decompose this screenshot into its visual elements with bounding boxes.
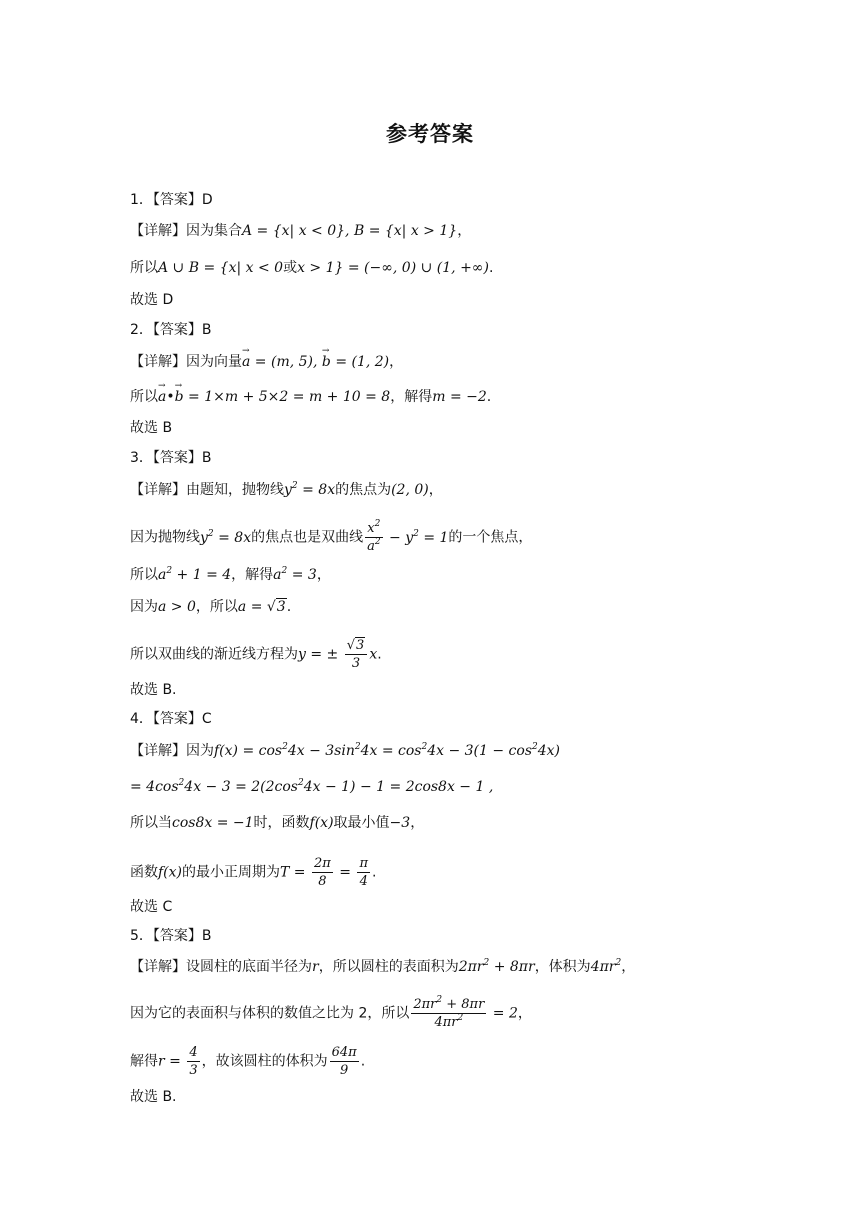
q3-conclusion: 故选 B. bbox=[130, 682, 177, 698]
math: $4\pi r^2$ bbox=[590, 958, 622, 975]
text: ，体积为 bbox=[534, 959, 591, 975]
text: 时，函数 bbox=[253, 815, 310, 831]
q1-detail-1 bbox=[130, 221, 471, 241]
math: a > 0 bbox=[158, 599, 196, 615]
q2-answer: 2．【答案】B bbox=[130, 322, 212, 338]
text: 的一个焦点， bbox=[448, 529, 533, 546]
q5-answer: 5．【答案】B bbox=[130, 928, 212, 944]
math: = 1×m + 5×2 = m + 10 = 8 bbox=[188, 389, 391, 405]
fraction: $\frac{2\pi r^2 + 8\pi r}{4\pi r^2}$ bbox=[413, 995, 485, 1030]
fraction: $\frac{√3}{3}$ bbox=[345, 637, 368, 672]
math: (2, 0) bbox=[391, 482, 429, 498]
text: ， bbox=[316, 567, 331, 583]
q3-detail-3 bbox=[130, 565, 331, 585]
text: 所以 bbox=[130, 389, 158, 405]
text: . bbox=[286, 599, 292, 615]
text: 函数 bbox=[130, 864, 158, 881]
math: $a^2 + 1 = 4$ bbox=[158, 566, 232, 583]
text: 所以 bbox=[130, 567, 158, 583]
math: $2\pi r^2 + 8\pi r$ bbox=[458, 958, 535, 975]
q3-answer: 3．【答案】B bbox=[130, 450, 212, 466]
fraction: $\frac{64\pi}{9}$ bbox=[331, 1045, 357, 1078]
math: = bbox=[334, 864, 356, 881]
text: ， bbox=[457, 223, 472, 239]
q5-detail-1 bbox=[130, 957, 635, 977]
text: . bbox=[486, 389, 492, 405]
math: → a = (m, 5), → b = (1, 2) bbox=[242, 354, 389, 370]
text: ，解得 bbox=[390, 389, 433, 405]
text: 【详解】因为 bbox=[130, 743, 214, 759]
text: 【详解】设圆柱的底面半径为 bbox=[130, 959, 312, 975]
math: → a•→ b bbox=[158, 389, 188, 405]
text: 或 bbox=[283, 260, 298, 276]
math: T = bbox=[280, 864, 310, 881]
text: ， bbox=[517, 1005, 532, 1022]
q4-conclusion: 故选 C bbox=[130, 899, 173, 915]
math: A ∪ B = {x| x < 0 bbox=[158, 260, 284, 276]
text: 的最小正周期为 bbox=[182, 864, 281, 881]
fraction: $\frac{2\pi}{8}$ bbox=[313, 856, 331, 889]
q2-detail-1 bbox=[130, 352, 403, 372]
q2-detail-2 bbox=[130, 387, 491, 407]
math: r = bbox=[158, 1053, 186, 1070]
text: 因为抛物线 bbox=[130, 529, 200, 546]
text: 所以当 bbox=[130, 815, 172, 831]
text: . bbox=[360, 1053, 366, 1070]
text: ，解得 bbox=[231, 567, 274, 583]
text: . bbox=[488, 260, 494, 276]
text: 的焦点为 bbox=[335, 482, 392, 498]
math: a = √3 bbox=[237, 599, 286, 615]
q5-conclusion: 故选 B. bbox=[130, 1089, 177, 1105]
text: ，故该圆柱的体积为 bbox=[201, 1053, 328, 1070]
text: ， bbox=[410, 815, 425, 831]
text: . bbox=[377, 646, 382, 663]
math: $y^2 = 8x$ bbox=[284, 481, 336, 498]
text: 因为它的表面积与体积的数值之比为 2，所以 bbox=[130, 1005, 410, 1022]
text: . bbox=[372, 864, 377, 881]
math: −3 bbox=[389, 815, 411, 831]
math: $y^2 = 8x$ bbox=[200, 528, 252, 546]
math: − $y^2 = 1$ bbox=[384, 528, 449, 546]
q3-detail-5 bbox=[130, 637, 382, 672]
text: ， bbox=[428, 482, 443, 498]
math: x > 1} = (−∞, 0) ∪ (1, +∞) bbox=[297, 260, 489, 276]
text: ，所以圆柱的表面积为 bbox=[318, 959, 459, 975]
math: = $4\cos^24x - 3 = 2(2\cos^24x - 1) - 1 = 2\cos 8x - 1$ , bbox=[130, 778, 494, 795]
text: 取最小值 bbox=[333, 815, 390, 831]
text: 【详解】因为向量 bbox=[130, 354, 242, 370]
math: = 2 bbox=[488, 1005, 518, 1022]
q5-detail-2 bbox=[130, 996, 532, 1031]
text: ， bbox=[389, 354, 404, 370]
math: x bbox=[369, 646, 378, 663]
fraction: $\frac{\pi}{4}$ bbox=[359, 856, 368, 889]
math: f(x) bbox=[158, 864, 183, 881]
q4-answer: 4．【答案】C bbox=[130, 711, 212, 727]
text: 所以双曲线的渐近线方程为 bbox=[130, 646, 298, 663]
math: m = −2 bbox=[432, 389, 487, 405]
fraction: $\frac{4}{3}$ bbox=[189, 1045, 198, 1078]
text: 所以 bbox=[130, 260, 158, 276]
q3-detail-4 bbox=[130, 597, 291, 617]
math: y = ± bbox=[298, 646, 343, 663]
math: A = {x| x < 0}, B = {x| x > 1} bbox=[242, 223, 458, 239]
q2-conclusion: 故选 B bbox=[130, 420, 173, 436]
q1-answer: 1．【答案】D bbox=[130, 192, 213, 208]
text: 【详解】因为集合 bbox=[130, 223, 242, 239]
q1-detail-2 bbox=[130, 258, 493, 278]
text: 【详解】由题知，抛物线 bbox=[130, 482, 284, 498]
math: $a^2 = 3$ bbox=[273, 566, 317, 583]
page-title: 参考答案 bbox=[386, 122, 474, 146]
math: f(x) bbox=[309, 815, 334, 831]
text: ，所以 bbox=[195, 599, 238, 615]
q4-detail-2 bbox=[130, 777, 493, 797]
text: 的焦点也是双曲线 bbox=[251, 529, 364, 546]
math: cos8x = −1 bbox=[172, 815, 254, 831]
text: 因为 bbox=[130, 599, 158, 615]
q4-detail-3 bbox=[130, 813, 424, 833]
q5-detail-3 bbox=[130, 1044, 365, 1079]
q3-detail-2 bbox=[130, 520, 532, 555]
q3-detail-1 bbox=[130, 480, 443, 500]
math: $f(x) = \cos^24x - 3\sin^24x = \cos^24x - 3(1 - \cos^24x)$ bbox=[214, 742, 561, 759]
math: r bbox=[312, 959, 319, 975]
text: ， bbox=[621, 959, 636, 975]
q4-detail-1 bbox=[130, 741, 560, 761]
q1-conclusion: 故选 D bbox=[130, 292, 174, 308]
text: 解得 bbox=[130, 1053, 158, 1070]
fraction: $\frac{x^2}{a^2}$ bbox=[367, 519, 381, 554]
q4-detail-4 bbox=[130, 855, 376, 890]
